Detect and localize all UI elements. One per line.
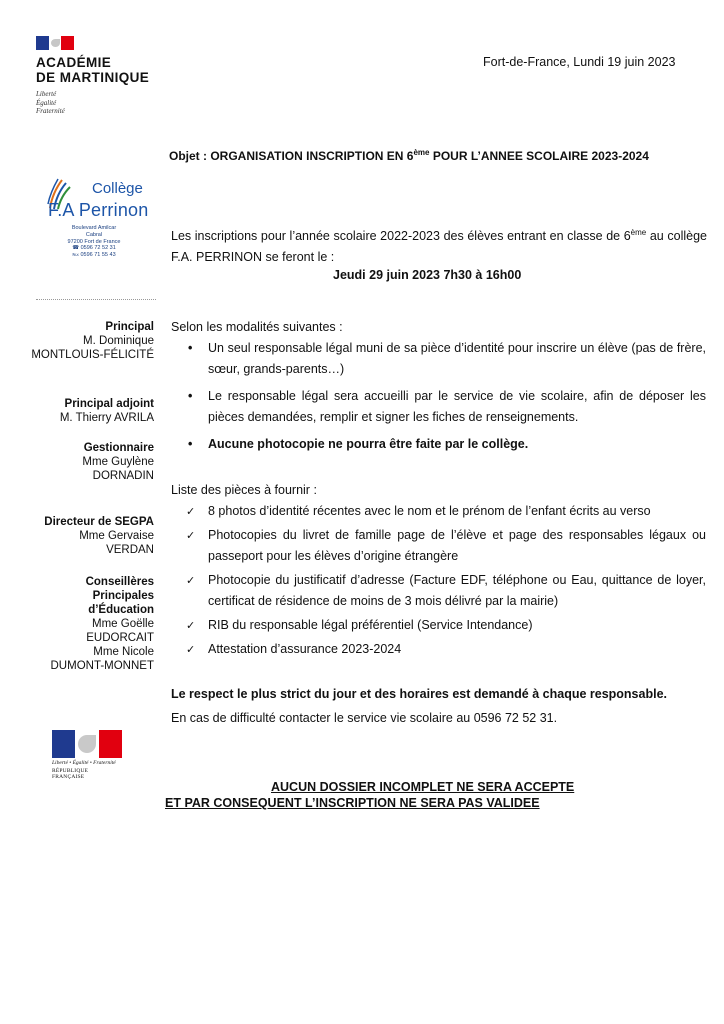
staff-name: MONTLOUIS-FÉLICITÉ xyxy=(31,349,154,361)
intro-sup: ème xyxy=(630,228,647,237)
list-item xyxy=(186,570,706,612)
address-line: 97200 Fort de France xyxy=(67,238,121,245)
address-line: Boulevard Amilcar Cabral xyxy=(71,225,117,238)
staff-name: M. Dominique xyxy=(83,335,154,347)
intro-part2: au collège F.A. PERRINON se feront le : xyxy=(171,229,707,265)
staff-role: Directeur de SEGPA xyxy=(44,516,154,528)
warning-line-1: AUCUN DOSSIER INCOMPLET NE SERA ACCEPTE xyxy=(271,780,575,794)
list-item-text: Aucune photocopie ne pourra être faite par le collège. xyxy=(208,437,529,451)
staff-name: Mme Gervaise xyxy=(79,530,154,542)
list-item xyxy=(186,386,706,428)
republique-francaise-logo xyxy=(52,730,122,778)
intro-part1: Les inscriptions pour l’année scolaire 2022-2023 des élèves entrant en classe de 6 xyxy=(171,229,631,244)
staff-name: Mme Goëlle xyxy=(92,618,154,630)
address-line: ☎ 0596 72 52 31 xyxy=(72,245,116,252)
staff-directeur-segpa xyxy=(20,515,154,557)
college-name: F.A Perrinon xyxy=(48,200,149,220)
staff-name: DUMONT-MONNET xyxy=(50,660,154,672)
subject-suffix: POUR L’ANNEE SCOLAIRE 2023-2024 xyxy=(429,149,649,163)
bullet-icon: • xyxy=(188,341,193,355)
college-label: Collège xyxy=(92,180,143,197)
pieces-list xyxy=(186,501,706,663)
motto-line: Liberté xyxy=(36,90,57,98)
staff-name: M. Thierry AVRILA xyxy=(59,412,154,424)
subject-sup: ème xyxy=(413,148,430,157)
motto-line: Fraternité xyxy=(36,107,65,115)
marianne-flag-icon xyxy=(36,36,74,50)
staff-role: Principal xyxy=(105,321,154,333)
college-logo xyxy=(40,170,160,265)
marianne-flag-icon xyxy=(52,730,122,758)
academie-title: ACADÉMIE DE MARTINIQUE xyxy=(36,55,150,85)
bullet-icon: • xyxy=(188,437,193,451)
list-item-text: Attestation d’assurance 2023-2024 xyxy=(208,642,402,656)
list-item xyxy=(186,615,706,636)
pieces-title: Liste des pièces à fournir : xyxy=(171,483,317,497)
event-date: Jeudi 29 juin 2023 7h30 à 16h00 xyxy=(333,268,522,282)
subject-line xyxy=(169,148,649,163)
staff-principal-adjoint xyxy=(20,397,154,425)
staff-name: EUDORCAIT xyxy=(86,632,154,644)
motto-line: Égalité xyxy=(36,98,57,107)
staff-role: Principal adjoint xyxy=(64,398,154,410)
staff-name: VERDAN xyxy=(106,544,154,556)
college-address xyxy=(66,225,122,259)
warning-line-2: ET PAR CONSEQUENT L’INSCRIPTION NE SERA PAS VALIDEE xyxy=(165,796,540,810)
list-item-text: Le responsable légal sera accueilli par le service de vie scolaire, afin de déposer les pièces demandées, remplir et signer les fiches de renseignements. xyxy=(208,389,706,424)
list-item-text: Photocopie du justificatif d’adresse (Facture EDF, téléphone ou Eau, quittance de loyer, certificat de résidence de moins de 3 mois délivré par la mairie) xyxy=(208,573,706,608)
list-item xyxy=(186,525,706,567)
list-item-text: Un seul responsable légal muni de sa pièce d’identité pour inscrire un élève (pas de frère, sœur, grands-parents…) xyxy=(208,341,706,376)
list-item xyxy=(186,338,706,380)
rf-name: RÉPUBLIQUE FRANÇAISE xyxy=(52,768,89,780)
list-item xyxy=(186,639,706,660)
list-item xyxy=(186,501,706,522)
checkmark-icon: ✓ xyxy=(186,529,196,542)
staff-gestionnaire xyxy=(20,441,154,483)
subject-prefix: Objet : ORGANISATION INSCRIPTION EN 6 xyxy=(169,149,414,163)
checkmark-icon: ✓ xyxy=(186,505,196,518)
bullet-icon: • xyxy=(188,389,193,403)
document-date: Fort-de-France, Lundi 19 juin 2023 xyxy=(483,55,676,69)
checkmark-icon: ✓ xyxy=(186,643,196,656)
rf-motto: Liberté • Égalité • Fraternité xyxy=(52,760,116,766)
divider xyxy=(36,299,156,300)
list-item-text: Photocopies du livret de famille page de l’élève et page des responsables légaux ou passeport pour les élèves d’origine étrangère xyxy=(208,528,706,563)
address-line: ℻ 0596 71 55 43 xyxy=(72,252,116,259)
checkmark-icon: ✓ xyxy=(186,574,196,587)
list-item-text: 8 photos d’identité récentes avec le nom et le prénom de l’enfant écrits au verso xyxy=(208,504,651,518)
staff-name: Mme Nicole xyxy=(93,646,154,658)
staff-principal xyxy=(20,320,154,362)
respect-notice: Le respect le plus strict du jour et des horaires est demandé à chaque responsable. xyxy=(171,687,667,701)
academie-motto xyxy=(36,90,65,116)
list-item xyxy=(186,434,706,455)
modalites-title: Selon les modalités suivantes : xyxy=(171,320,343,334)
intro-paragraph xyxy=(171,222,707,268)
checkmark-icon: ✓ xyxy=(186,619,196,632)
staff-name: DORNADIN xyxy=(92,470,154,482)
modalites-list xyxy=(186,338,706,461)
staff-role: Gestionnaire xyxy=(83,442,154,454)
list-item-text: RIB du responsable légal préférentiel (Service Intendance) xyxy=(208,618,533,632)
contact-notice: En cas de difficulté contacter le service vie scolaire au 0596 72 52 31. xyxy=(171,711,558,725)
staff-role: Conseillères Principales d’Éducation xyxy=(85,576,154,616)
staff-cpe xyxy=(20,575,154,673)
staff-name: Mme Guylène xyxy=(82,456,154,468)
